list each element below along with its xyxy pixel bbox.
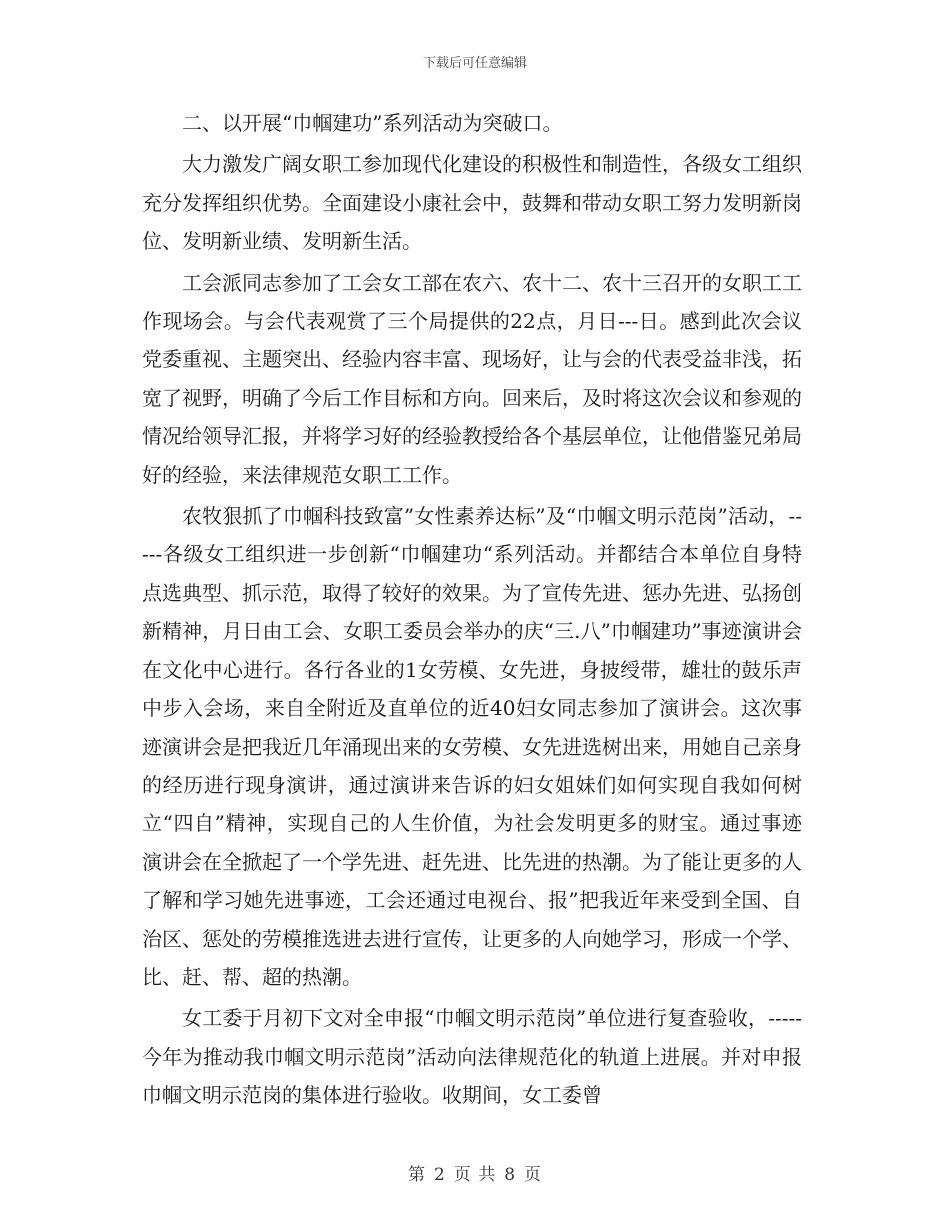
paragraph: 女工委于月初下文对全申报“巾帼文明示范岗”单位进行复查验收，-----今年为推动我巾帼文明示范岗”活动向法律规范化的轨道上进展。并对申报巾帼文明示范岗的集体进行验收。收期间，女工委曾 — [142, 1006, 802, 1108]
paragraph: 大力激发广阔女职工参加现代化建设的积极性和制造性，各级女工组织充分发挥组织优势。全面建设小康社会中，鼓舞和带动女职工努力发明新岗位、发明新业绩、发明新生活。 — [142, 152, 802, 254]
page-footer — [0, 1160, 950, 1185]
document-body — [142, 104, 802, 1115]
paragraph-heading: 二、以开展“巾帼建功”系列活动为突破口。 — [182, 111, 563, 135]
footer-middle: 页 共 — [453, 1165, 497, 1185]
footer-suffix: 页 — [524, 1165, 543, 1185]
page-header-note: 下载后可任意编辑 — [422, 56, 527, 71]
footer-prefix: 第 — [407, 1165, 426, 1185]
footer-total-pages: 8 — [504, 1165, 517, 1185]
paragraph: 农牧狠抓了巾帼科技致富”女性素养达标”及“巾帼文明示范岗”活动，-----各级女工组织进一步创新“巾帼建功“系列活动。并都结合本单位自身特点选典型、抓示范，取得了较好的效果。为了宣传先进、惩办先进、弘扬创新精神，月日由工会、女职工委员会举办的庆“三.八”巾帼建功”事迹演讲会在文化中心进行。各行各业的1女劳模、女先进，身披绶带，雄壮的鼓乐声中步入会场，来自全附近及直单位的近40妇女同志参加了演讲会。这次事迹演讲会是把我近几年涌现出来的女劳模、女先进选树出来，用她自己亲身的经历进行现身演讲，通过演讲来告诉的妇女姐妹们如何实现自我如何树立“四自”精神，实现自己的人生价值，为社会发明更多的财宝。通过事迹演讲会在全掀起了一个学先进、赶先进、比先进的热潮。为了能让更多的人了解和学习她先进事迹，工会还通过电视台、报”把我近年来受到全国、自治区、惩处的劳模推选进去进行宣传，让更多的人向她学习，形成一个学、比、赶、帮、超的热潮。 — [142, 504, 802, 989]
paragraph: 工会派同志参加了工会女工部在农六、农十二、农十三召开的女职工工作现场会。与会代表观赏了三个局提供的22点，月日---日。感到此次会议党委重视、主题突出、经验内容丰富、现场好，让与会的代表受益非浅，拓宽了视野，明确了今后工作目标和方向。回来后，及时将这次会议和参观的情况给领导汇报，并将学习好的经验教授给各个基层单位，让他借鉴兄弟局好的经验，来法律规范女职工工作。 — [142, 270, 802, 487]
footer-page-number: 2 — [433, 1165, 446, 1185]
